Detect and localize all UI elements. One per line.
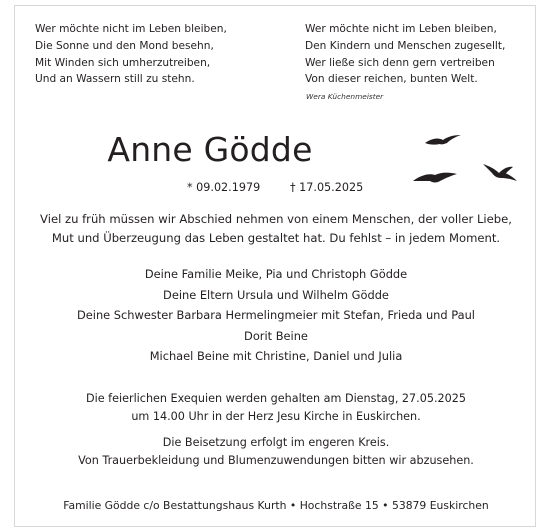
- burial-line: Von Trauerbekleidung und Blumenzuwendungen bitten wir abzusehen.: [78, 454, 474, 467]
- obituary-notice: [14, 5, 536, 527]
- poem-author: Wera Küchenmeister: [306, 92, 384, 102]
- contact-address: [15, 498, 537, 514]
- mourner-entry: Dorit Beine: [244, 328, 308, 343]
- farewell-text: [15, 210, 537, 248]
- poem-left-line: Und an Wassern still zu stehn.: [35, 73, 195, 86]
- service-line: Die feierlichen Exequien werden gehalten am Dienstag, 27.05.2025: [86, 392, 466, 405]
- poem-left-line: Wer möchte nicht im Leben bleiben,: [35, 23, 227, 35]
- burial-line: Die Beisetzung erfolgt im engeren Kreis.: [162, 436, 390, 449]
- bird-icon: [425, 135, 461, 145]
- bird-icon: [413, 173, 457, 183]
- mourners-list: [15, 264, 537, 367]
- service-line: um 14.00 Uhr in der Herz Jesu Kirche in Euskirchen.: [131, 409, 421, 423]
- poem-right: [305, 21, 535, 103]
- mourner-entry: Deine Familie Meike, Pia und Christoph Gödde: [144, 267, 408, 281]
- death-date: † 17.05.2025: [290, 181, 364, 194]
- mourner-entry: Michael Beine mit Christine, Daniel und Julia: [149, 349, 403, 363]
- contact-line: Familie Gödde c/o Bestattungshaus Kurth • Hochstraße 15 • 53879 Euskirchen: [63, 499, 489, 512]
- poem-right-line: Wer möchte nicht im Leben bleiben,: [305, 23, 497, 35]
- farewell-line: Viel zu früh müssen wir Abschied nehmen von einem Menschen, der voller Liebe,: [40, 212, 512, 226]
- farewell-line: Mut und Überzeugung das Leben gestaltet hat. Du fehlst – in jedem Moment.: [51, 231, 501, 245]
- poem-left-line: Mit Winden sich umherzutreiben,: [35, 56, 211, 69]
- deceased-name: Anne Gödde: [107, 130, 313, 169]
- mourner-entry: Deine Eltern Ursula und Wilhelm Gödde: [163, 287, 389, 302]
- flying-birds-icon: [395, 131, 545, 191]
- poem-left: [35, 21, 275, 88]
- service-info: [15, 390, 537, 425]
- birth-date: * 09.02.1979: [187, 181, 261, 194]
- poem-right-line: Von dieser reichen, bunten Welt.: [305, 73, 478, 86]
- burial-info: [15, 434, 537, 470]
- poem-left-line: Die Sonne und den Mond besehn,: [35, 39, 214, 52]
- poem-right-line: Den Kindern und Menschen zugesellt,: [305, 39, 506, 52]
- mourner-entry: Deine Schwester Barbara Hermelingmeier mit Stefan, Frieda und Paul: [77, 308, 475, 322]
- poem-right-line: Wer ließe sich denn gern vertreiben: [305, 56, 495, 69]
